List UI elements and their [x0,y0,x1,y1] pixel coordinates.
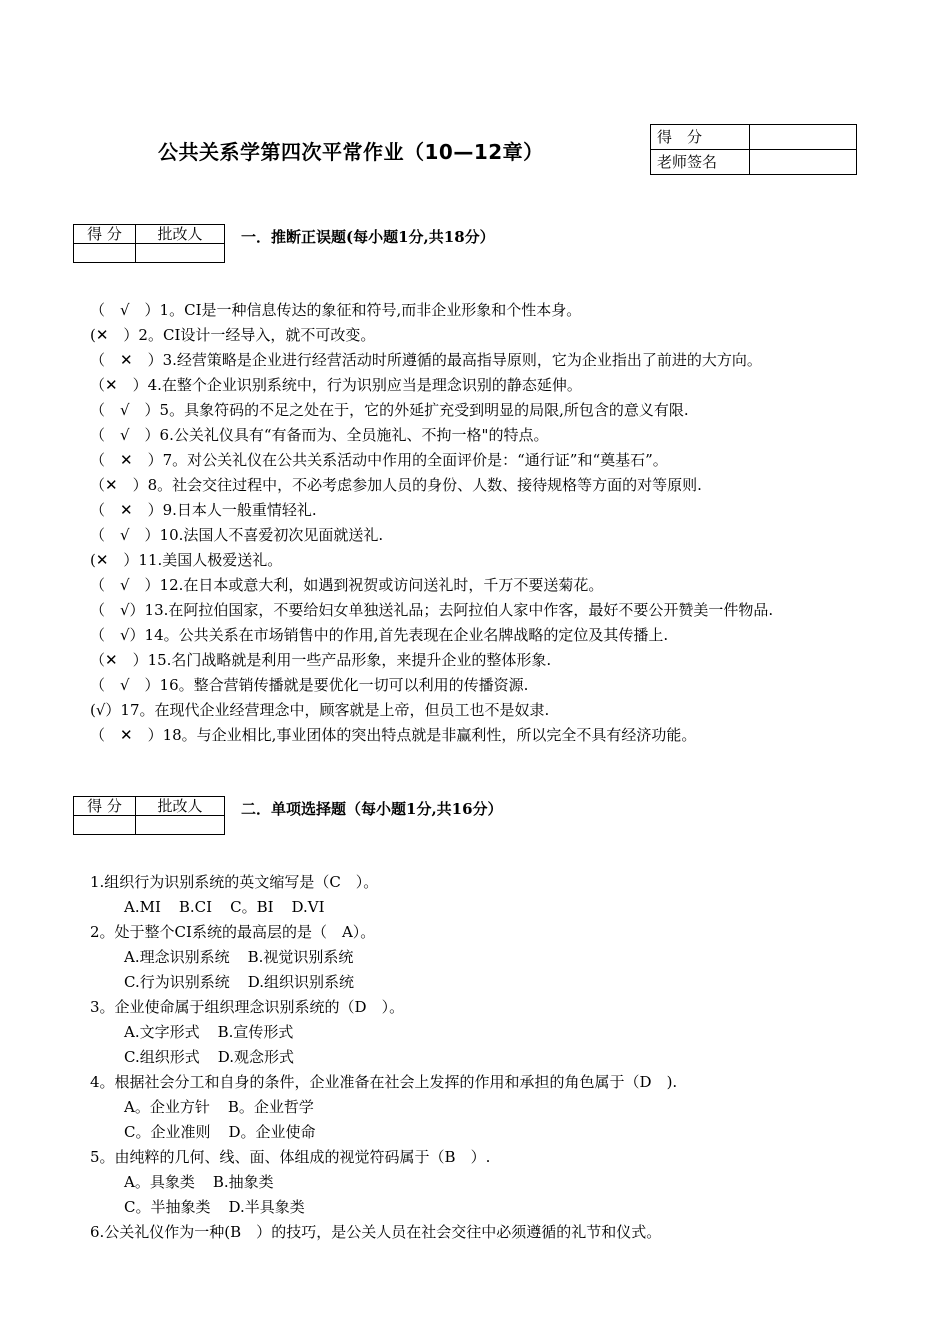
section2-heading: 二．单项选择题（每小题1分,共16分） [241,800,503,818]
question-options-row [90,1120,910,1145]
true-false-item: （ ✕ ）7。对公关礼仪在公共关系活动中作用的全面评价是：“通行证”和“奠基石”。 [90,451,668,469]
section1-score-cell [74,244,136,263]
question-option: C.组织形式 [124,1048,200,1066]
page-title: 公共关系学第四次平常作业（10—12章） [158,140,544,164]
question-option: B。企业哲学 [227,1098,314,1116]
section2-score-cell [74,816,136,835]
question-options-row [90,895,910,920]
section1-items [90,298,910,748]
true-false-item: （ ✕ ）9.日本人一般重情轻礼. [90,501,317,519]
true-false-item: （✕ ）4.在整个企业识别系统中，行为识别应当是理念识别的静态延伸。 [90,376,582,394]
question-option: A。企业方针 [124,1098,210,1116]
true-false-item: （ √）14。公共关系在市场销售中的作用,首先表现在企业名牌战略的定位及其传播上. [90,626,669,644]
question-option: C。BI [230,898,274,916]
true-false-item: （ ✕ ）18。与企业相比,事业团体的突出特点就是非赢利性，所以完全不具有经济功能。 [90,726,697,744]
true-false-item: （ √ ）6.公关礼仪具有“有备而为、全员施礼、不拘一格"的特点。 [90,426,549,444]
true-false-item: （ √ ）1。CI是一种信息传达的象征和符号,而非企业形象和个性本身。 [90,301,582,319]
teacher-signature-label: 老师签名 [651,150,750,175]
section1-grader-label: 批改人 [136,225,225,244]
true-false-item: （✕ ）15.名门战略就是利用一些产品形象，来提升企业的整体形象. [90,651,552,669]
question-stem: 5。由纯粹的几何、线、面、体组成的视觉符码属于（B ）. [90,1148,491,1166]
question-stem: 4。根据社会分工和自身的条件，企业准备在社会上发挥的作用和承担的角色属于（D ). [90,1073,678,1091]
question-option: D.VI [291,898,325,916]
true-false-item: (✕ ）2。CI设计一经导入，就不可改变。 [90,326,376,344]
true-false-item: (√）17。在现代企业经营理念中，顾客就是上帝，但员工也不是奴隶. [90,701,550,719]
score-label: 得 分 [651,125,750,150]
question-option: B.CI [178,898,213,916]
question-option: D。企业使命 [228,1123,316,1141]
question-option: A.文字形式 [124,1023,200,1041]
true-false-item: (✕ ）11.美国人极爱送礼。 [90,551,283,569]
section2-grader-cell [136,816,225,835]
true-false-item: （ √ ）5。具象符码的不足之处在于，它的外延扩充受到明显的局限,所包含的意义有限. [90,401,689,419]
question-stem: 2。处于整个CI系统的最高层的是（ A）。 [90,923,376,941]
section1-heading: 一．推断正误题(每小题1分,共18分） [241,228,495,246]
section1-grader-box [73,224,225,263]
question-option: B.宣传形式 [217,1023,294,1041]
question-option: D.半具象类 [228,1198,305,1216]
question-option: C。半抽象类 [124,1198,211,1216]
question-option: A。具象类 [124,1173,195,1191]
question-options-row [90,1170,910,1195]
section2-questions [90,870,910,1245]
question-options-row [90,1095,910,1120]
section2-grader-label: 批改人 [136,797,225,816]
question-options-row [90,1045,910,1070]
teacher-signature-cell [750,150,857,175]
question-options-row [90,945,910,970]
question-option: C.行为识别系统 [124,973,230,991]
true-false-item: （ √ ）12.在日本或意大利，如遇到祝贺或访问送礼时，千万不要送菊花。 [90,576,604,594]
question-option: B.视觉识别系统 [247,948,354,966]
question-option: D.组织识别系统 [247,973,354,991]
true-false-item: （ √ ）10.法国人不喜爱初次见面就送礼. [90,526,384,544]
question-options-row [90,970,910,995]
true-false-item: （ √）13.在阿拉伯国家，不要给妇女单独送礼品；去阿拉伯人家中作客，最好不要公开赞美一件物品. [90,601,774,619]
question-option: C。企业准则 [124,1123,211,1141]
question-option: A.理念识别系统 [124,948,230,966]
section2-grader-box [73,796,225,835]
section1-grader-cell [136,244,225,263]
true-false-item: （ ✕ ）3.经营策略是企业进行经营活动时所遵循的最高指导原则，它为企业指出了前进的大方向。 [90,351,762,369]
section1-score-label: 得 分 [74,225,136,244]
question-options-row [90,1020,910,1045]
question-option: D.观念形式 [217,1048,294,1066]
section2-score-label: 得 分 [74,797,136,816]
true-false-item: （ √ ）16。整合营销传播就是要优化一切可以利用的传播资源. [90,676,529,694]
true-false-item: （✕ ）8。社会交往过程中，不必考虑参加人员的身份、人数、接待规格等方面的对等原则. [90,476,702,494]
question-option: A.MI [124,898,161,916]
question-stem: 6.公关礼仪作为一种(B ）的技巧，是公关人员在社会交往中必须遵循的礼节和仪式。 [90,1223,662,1241]
question-options-row [90,1195,910,1220]
question-stem: 3。企业使命属于组织理念识别系统的（D ）。 [90,998,405,1016]
score-signature-box [650,124,857,175]
question-option: B.抽象类 [212,1173,274,1191]
question-stem: 1.组织行为识别系统的英文缩写是（C ）。 [90,873,379,891]
score-value-cell [750,125,857,150]
